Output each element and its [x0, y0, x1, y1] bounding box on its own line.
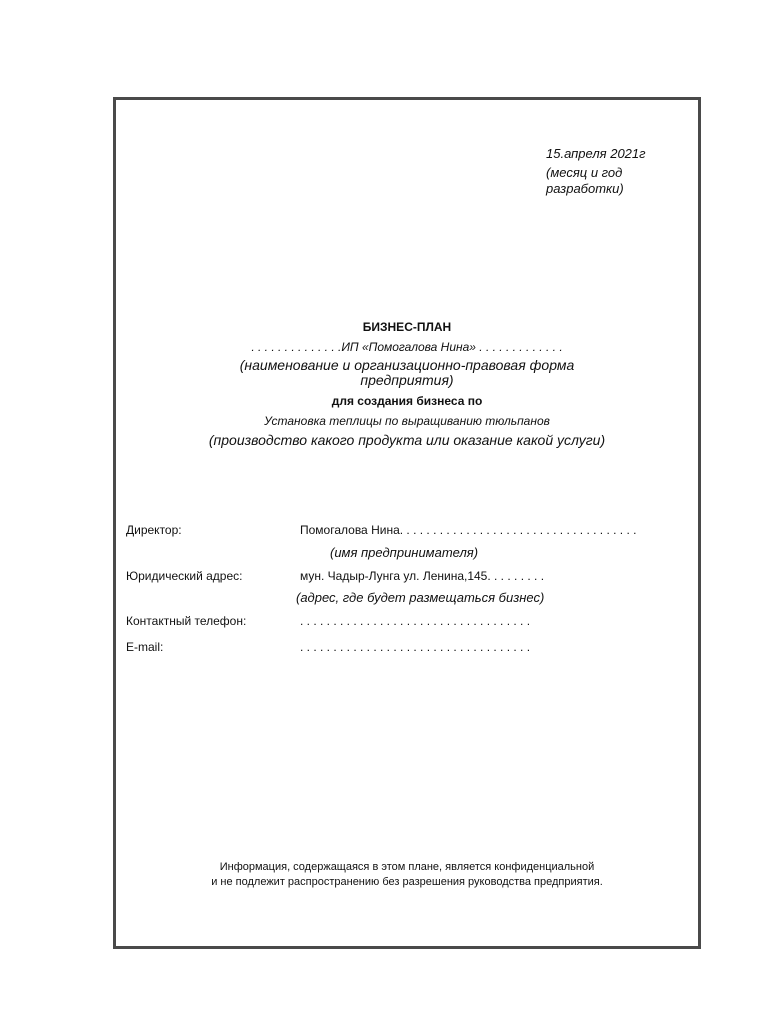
email-label: E-mail: — [126, 640, 164, 654]
purpose-intro: для создания бизнеса по — [331, 394, 483, 408]
director-value: Помогалова Нина. . . . . . . . . . . . . . . . . . . . . . . . . . . . . . . . . . . . — [300, 523, 637, 537]
business-purpose: Установка теплицы по выращиванию тюльпанов — [264, 414, 550, 428]
phone-value: . . . . . . . . . . . . . . . . . . . . . . . . . . . . . . . . . . . — [300, 614, 531, 628]
address-note: (адрес, где будет размещаться бизнес) — [296, 590, 545, 605]
company-note-line-2: предприятия) — [360, 372, 454, 388]
development-date-note — [546, 165, 624, 197]
director-label: Директор: — [126, 523, 182, 537]
date-note-line-2: разработки) — [546, 181, 624, 196]
company-note — [116, 358, 698, 388]
address-value: мун. Чадыр-Лунга ул. Ленина,145. . . . . . . . . — [300, 569, 545, 583]
phone-label: Контактный телефон: — [126, 614, 247, 628]
date-note-line-1: (месяц и год — [546, 165, 623, 180]
business-purpose-note: (производство какого продукта или оказание какой услуги) — [208, 432, 606, 448]
confidentiality-line-2: и не подлежит распространению без разрешения руководства предприятия. — [211, 876, 603, 888]
confidentiality-notice — [116, 860, 698, 890]
document-title: БИЗНЕС-ПЛАН — [362, 320, 452, 334]
company-note-line-1: (наименование и организационно-правовая форма — [239, 357, 575, 373]
address-label: Юридический адрес: — [126, 569, 243, 583]
company-name: . . . . . . . . . . . . . .ИП «Помогалова Нина» . . . . . . . . . . . . . — [251, 340, 563, 354]
confidentiality-line-1: Информация, содержащаяся в этом плане, является конфиденциальной — [219, 861, 595, 873]
director-note: (имя предпринимателя) — [330, 545, 479, 560]
email-value: . . . . . . . . . . . . . . . . . . . . . . . . . . . . . . . . . . . — [300, 640, 531, 654]
development-date: 15.апреля 2021г — [546, 146, 646, 161]
